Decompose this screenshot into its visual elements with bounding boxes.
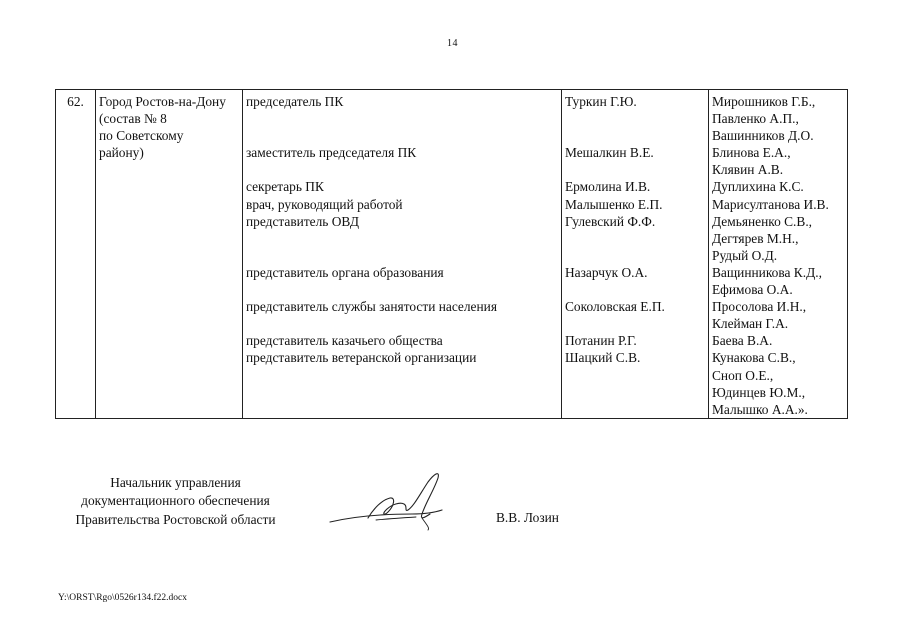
role-line — [246, 315, 558, 332]
member-line: Ермолина И.В. — [565, 179, 651, 195]
city-line: району) — [99, 145, 144, 161]
role-line — [246, 161, 558, 178]
reserve-cell — [709, 90, 848, 419]
reserve-line: Дегтярев М.Н., — [712, 230, 799, 246]
reserve-line: Баева В.А. — [712, 333, 773, 349]
reserve-line: Клейман Г.А. — [712, 316, 789, 332]
reserve-line: Демьяненко С.В., — [712, 213, 813, 229]
reserve-line: Юдинцев Ю.М., — [712, 384, 806, 400]
reserve-line: Мирошников Г.Б., — [712, 94, 816, 109]
reserve-line: Ващинникова К.Д., — [712, 264, 822, 280]
row-number: 62. — [67, 94, 84, 109]
member-line — [565, 315, 705, 332]
handwritten-signature — [316, 464, 466, 534]
commission-table — [55, 89, 848, 419]
reserve-line: Рудый О.Д. — [712, 247, 778, 263]
member-line: Малышенко Е.П. — [565, 196, 663, 212]
role-line: представитель службы занятости населения — [246, 299, 497, 315]
role-line: представитель органа образования — [246, 264, 444, 280]
reserve-line: Блинова Е.А., — [712, 145, 791, 161]
member-line: Туркин Г.Ю. — [565, 94, 637, 109]
member-line — [565, 230, 705, 247]
file-path: Y:\ORST\Rgo\0526r134.f22.docx — [58, 593, 187, 603]
city-line: по Советскому — [99, 128, 184, 144]
member-line: Гулевский Ф.Ф. — [565, 213, 656, 229]
member-line — [565, 127, 705, 144]
member-line: Соколовская Е.П. — [565, 299, 665, 315]
city-line: (состав № 8 — [99, 111, 167, 127]
row-number-cell — [56, 90, 96, 419]
role-line — [246, 247, 558, 264]
member-line: Назарчук О.А. — [565, 264, 648, 280]
reserve-line: Ефимова О.А. — [712, 282, 793, 298]
member-line — [565, 247, 705, 264]
role-line: представитель ОВД — [246, 213, 359, 229]
role-line: представитель казачьего общества — [246, 333, 443, 349]
role-line: заместитель председателя ПК — [246, 145, 417, 161]
reserve-line: Марисултанова И.В. — [712, 196, 829, 212]
reserve-line: Просолова И.Н., — [712, 299, 807, 315]
page-number: 14 — [447, 38, 458, 49]
role-line: врач, руководящий работой — [246, 196, 403, 212]
table-row — [56, 90, 848, 419]
reserve-line: Сноп О.Е., — [712, 367, 774, 383]
reserve-line: Дуплихина К.С. — [712, 179, 804, 195]
signatory-title-line: Правительства Ростовской области — [75, 511, 276, 527]
role-line — [246, 127, 558, 144]
reserve-line: Вашинников Д.О. — [712, 128, 814, 144]
member-line — [565, 161, 705, 178]
roles-cell — [243, 90, 562, 419]
members-cell — [562, 90, 709, 419]
role-line: секретарь ПК — [246, 179, 324, 195]
role-line — [246, 281, 558, 298]
member-line: Потанин Р.Г. — [565, 333, 637, 349]
city-cell — [96, 90, 243, 419]
reserve-line: Малышко А.А.». — [712, 401, 808, 417]
reserve-line: Павленко А.П., — [712, 111, 799, 127]
signatory-title-line: документационного обеспечения — [81, 493, 270, 509]
member-line — [565, 281, 705, 298]
member-line: Шацкий С.В. — [565, 350, 641, 366]
reserve-line: Кунакова С.В., — [712, 350, 796, 366]
member-line — [565, 110, 705, 127]
reserve-line: Клявин А.В. — [712, 162, 784, 178]
signer-name: В.В. Лозин — [496, 510, 559, 525]
signatory-title — [58, 474, 293, 529]
signatory-title-line: Начальник управления — [110, 475, 241, 490]
role-line: представитель ветеранской организации — [246, 350, 477, 366]
member-line: Мешалкин В.Е. — [565, 145, 654, 161]
role-line: председатель ПК — [246, 94, 344, 109]
role-line — [246, 230, 558, 247]
role-line — [246, 110, 558, 127]
city-line: Город Ростов-на-Дону — [99, 94, 226, 109]
